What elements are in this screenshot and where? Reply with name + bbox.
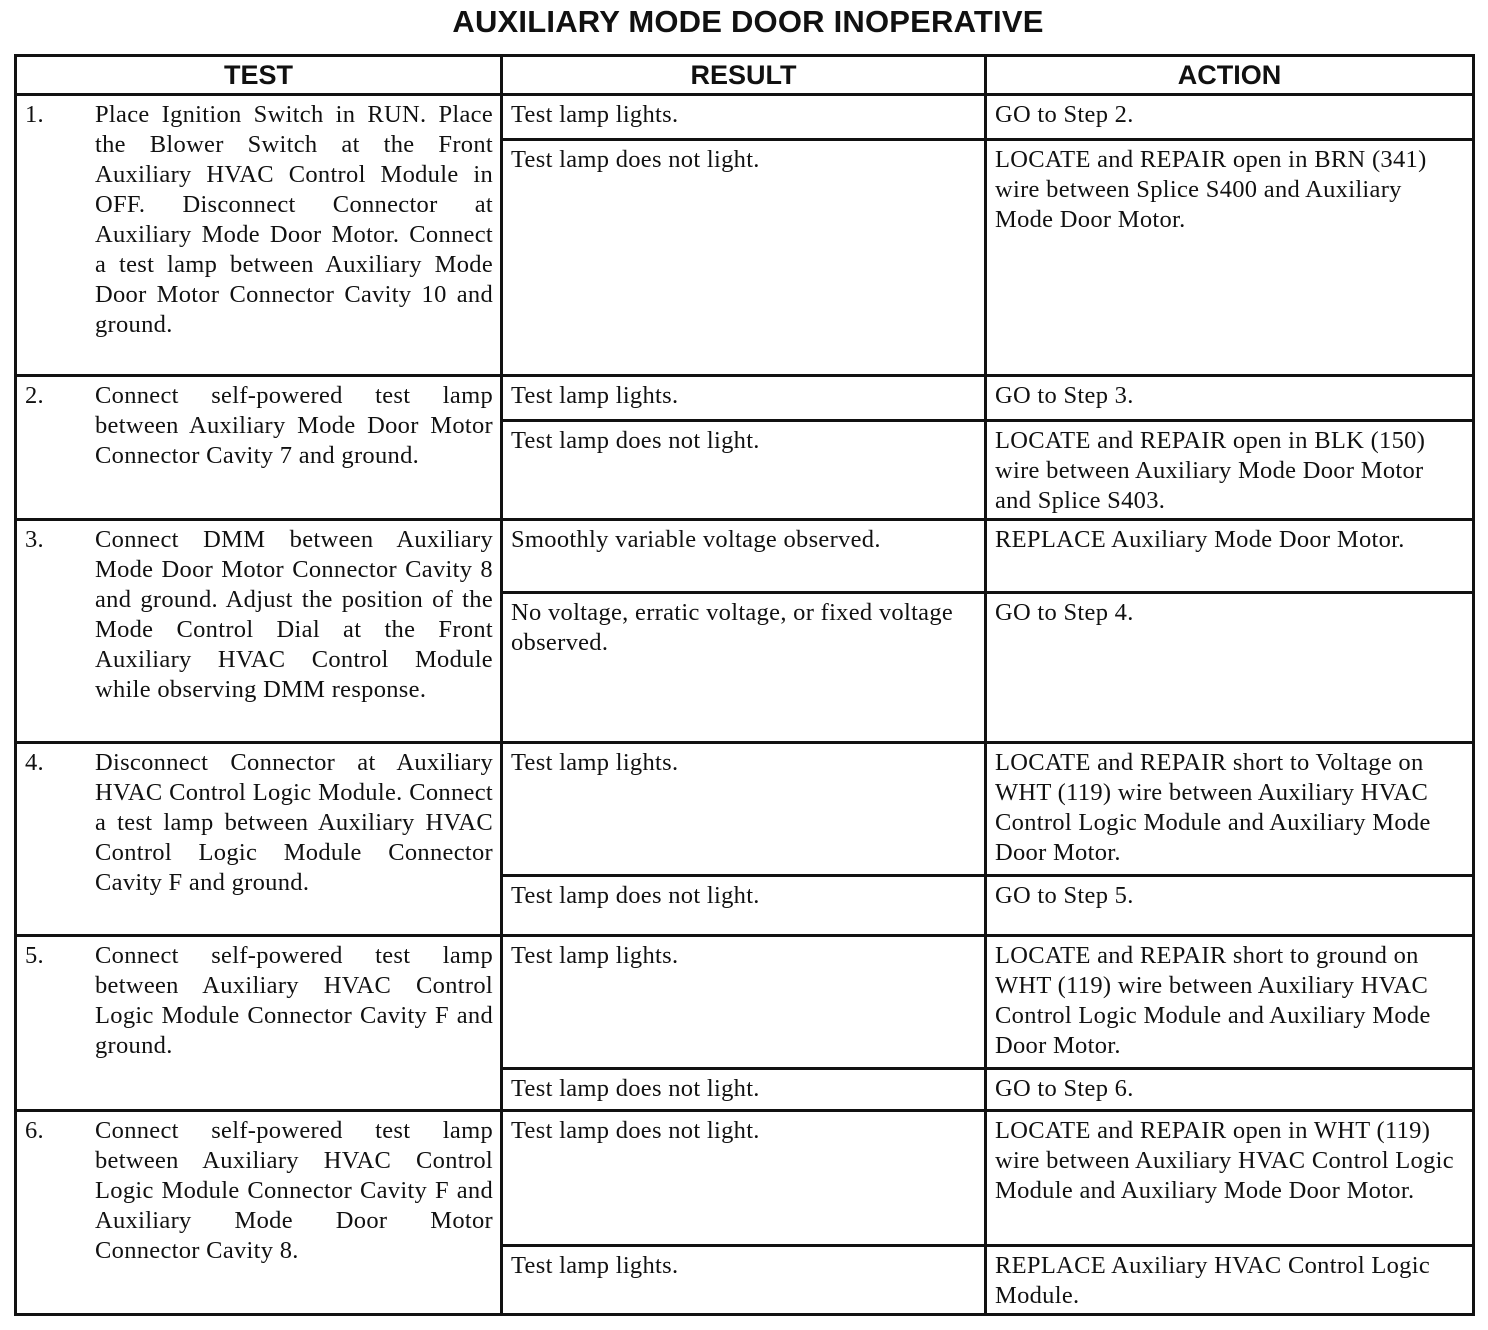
action-cell: GO to Step 3. xyxy=(986,376,1474,421)
result-cell: Test lamp lights. xyxy=(502,376,986,421)
table-row xyxy=(16,95,1474,140)
test-text: Disconnect Connector at Auxiliary HVAC Control Logic Module. Connect a test lamp between Auxiliary HVAC Control Logic Module Connector Cavity F and ground. xyxy=(95,749,493,896)
step-number: 4. xyxy=(25,749,44,776)
header-result: RESULT xyxy=(502,56,986,95)
step-number: 2. xyxy=(25,382,44,409)
action-cell: LOCATE and REPAIR open in BLK (150) wire between Auxiliary Mode Door Motor and Splice S403. xyxy=(986,421,1474,520)
action-cell: LOCATE and REPAIR short to Voltage on WHT (119) wire between Auxiliary HVAC Control Logic Module and Auxiliary Mode Door Motor. xyxy=(986,743,1474,876)
result-cell: Test lamp does not light. xyxy=(502,876,986,936)
result-cell: Smoothly variable voltage observed. xyxy=(502,520,986,593)
test-cell xyxy=(16,376,502,520)
page-title: AUXILIARY MODE DOOR INOPERATIVE xyxy=(452,4,1044,39)
test-cell xyxy=(16,1111,502,1315)
result-cell: Test lamp lights. xyxy=(502,95,986,140)
test-cell xyxy=(16,95,502,376)
action-cell: REPLACE Auxiliary Mode Door Motor. xyxy=(986,520,1474,593)
step-number: 3. xyxy=(25,526,44,553)
result-cell: Test lamp lights. xyxy=(502,743,986,876)
result-cell: Test lamp lights. xyxy=(502,936,986,1069)
action-cell: REPLACE Auxiliary HVAC Control Logic Module. xyxy=(986,1246,1474,1315)
test-cell xyxy=(16,936,502,1111)
action-cell: GO to Step 5. xyxy=(986,876,1474,936)
test-text: Connect DMM between Auxiliary Mode Door Motor Connector Cavity 8 and ground. Adjust the position of the Mode Control Dial at the Front Auxiliary HVAC Control Module while observing DMM response. xyxy=(95,526,493,703)
action-cell: GO to Step 6. xyxy=(986,1069,1474,1111)
table-row xyxy=(16,936,1474,1069)
table-row xyxy=(16,376,1474,421)
result-cell: Test lamp does not light. xyxy=(502,1069,986,1111)
result-cell: No voltage, erratic voltage, or fixed voltage observed. xyxy=(502,593,986,743)
test-cell xyxy=(16,520,502,743)
test-text: Connect self-powered test lamp between Auxiliary HVAC Control Logic Module Connector Cavity F and Auxiliary Mode Door Motor Connector Cavity 8. xyxy=(95,1117,493,1264)
test-text: Connect self-powered test lamp between Auxiliary HVAC Control Logic Module Connector Cavity F and ground. xyxy=(95,942,493,1059)
result-cell: Test lamp lights. xyxy=(502,1246,986,1315)
result-cell: Test lamp does not light. xyxy=(502,140,986,376)
result-cell: Test lamp does not light. xyxy=(502,421,986,520)
step-number: 5. xyxy=(25,942,44,969)
diagnostic-table xyxy=(14,54,1475,1316)
action-cell: LOCATE and REPAIR open in WHT (119) wire between Auxiliary HVAC Control Logic Module and Auxiliary Mode Door Motor. xyxy=(986,1111,1474,1246)
action-cell: GO to Step 2. xyxy=(986,95,1474,140)
test-text: Place Ignition Switch in RUN. Place the Blower Switch at the Front Auxiliary HVAC Control Module in OFF. Disconnect Connector at Auxiliary Mode Door Motor. Connect a test lamp between Auxiliary Mode Door Motor Connector Cavity 10 and ground. xyxy=(95,101,493,338)
action-cell: LOCATE and REPAIR open in BRN (341) wire between Splice S400 and Auxiliary Mode Door Motor. xyxy=(986,140,1474,376)
table-row xyxy=(16,743,1474,876)
header-action: ACTION xyxy=(986,56,1474,95)
header-test: TEST xyxy=(16,56,502,95)
step-number: 1. xyxy=(25,101,44,128)
result-cell: Test lamp does not light. xyxy=(502,1111,986,1246)
table-row xyxy=(16,520,1474,593)
test-text: Connect self-powered test lamp between Auxiliary Mode Door Motor Connector Cavity 7 and ground. xyxy=(95,382,493,469)
table-row xyxy=(16,1111,1474,1246)
header-row xyxy=(16,56,1474,95)
test-cell xyxy=(16,743,502,936)
action-cell: LOCATE and REPAIR short to ground on WHT (119) wire between Auxiliary HVAC Control Logic Module and Auxiliary Mode Door Motor. xyxy=(986,936,1474,1069)
step-number: 6. xyxy=(25,1117,44,1144)
action-cell: GO to Step 4. xyxy=(986,593,1474,743)
